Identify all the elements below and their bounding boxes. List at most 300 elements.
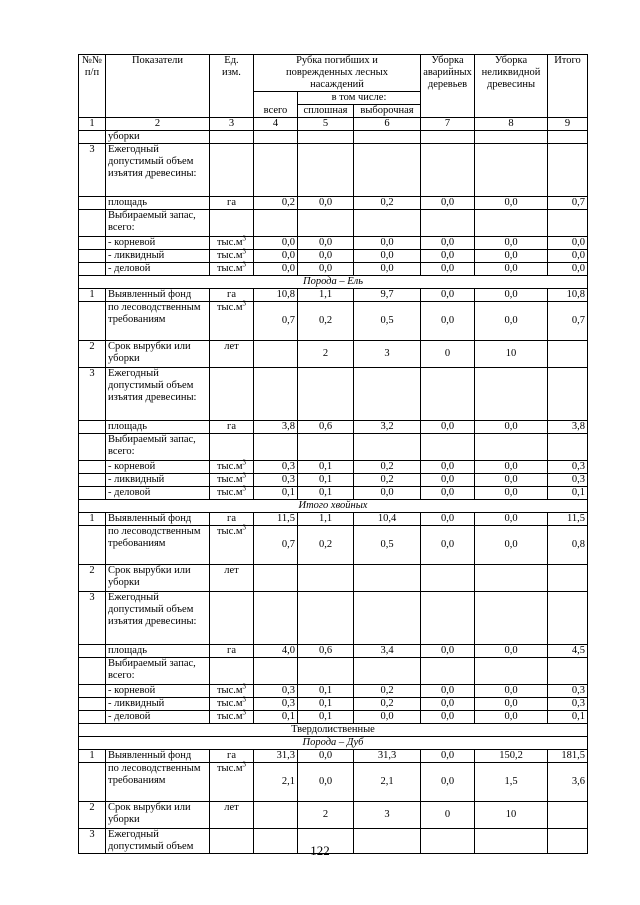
row-value: 0,3 [548, 461, 588, 474]
row-value: 0,0 [421, 263, 475, 276]
row-number [79, 421, 106, 434]
row-value [421, 434, 475, 461]
row-value: 0,1 [298, 711, 354, 724]
row-value [254, 144, 298, 197]
row-value [298, 144, 354, 197]
header-col-number: 1 [79, 118, 106, 131]
row-label: - корневой [106, 237, 210, 250]
unit-superscript: 3 [242, 458, 247, 467]
row-value: 0,0 [298, 750, 354, 763]
row-value [548, 144, 588, 197]
row-value: 0,0 [421, 685, 475, 698]
row-label: - ликвидный [106, 698, 210, 711]
row-value [354, 592, 421, 645]
row-number [79, 197, 106, 210]
header-col-number: 5 [298, 118, 354, 131]
header-illiquid: Уборка неликвидной древесины [475, 55, 548, 118]
header-num: №№ п/п [79, 55, 106, 118]
row-value: 0,5 [354, 302, 421, 341]
table-row [79, 513, 588, 526]
row-value: 0,3 [548, 698, 588, 711]
row-unit [210, 658, 254, 685]
row-value [421, 565, 475, 592]
row-value: 0,0 [475, 711, 548, 724]
row-value [298, 368, 354, 421]
table-row [79, 526, 588, 565]
table-row [79, 341, 588, 368]
table-row [79, 250, 588, 263]
row-label: Ежегодный допустимый объем изъятия древесины: [106, 368, 210, 421]
header-col-number: 8 [475, 118, 548, 131]
row-unit [210, 299, 254, 341]
row-number [79, 434, 106, 461]
row-unit [210, 484, 254, 500]
unit-superscript: 3 [242, 523, 247, 532]
header-col-number: 2 [106, 118, 210, 131]
header-col-number: 4 [254, 118, 298, 131]
row-label: уборки [106, 131, 210, 144]
row-value: 0,0 [421, 487, 475, 500]
row-value: 0,7 [254, 526, 298, 565]
row-value: 0,0 [475, 698, 548, 711]
section-row [79, 737, 588, 750]
row-value: 11,5 [548, 513, 588, 526]
row-value: 0,3 [254, 698, 298, 711]
row-value: 0,6 [298, 421, 354, 434]
row-value: 4,0 [254, 645, 298, 658]
row-unit [210, 234, 254, 250]
row-unit [210, 592, 254, 645]
row-value: 0,0 [254, 237, 298, 250]
row-value: 0,0 [421, 461, 475, 474]
table-row [79, 263, 588, 276]
row-value [354, 144, 421, 197]
table-row [79, 302, 588, 341]
row-value: 9,7 [354, 289, 421, 302]
header-row [79, 55, 588, 92]
row-value [475, 592, 548, 645]
row-number: 2 [79, 341, 106, 368]
row-number: 3 [79, 829, 106, 854]
row-number: 3 [79, 144, 106, 197]
row-value [254, 131, 298, 144]
row-value [475, 434, 548, 461]
row-value: 0,0 [298, 237, 354, 250]
row-value [254, 368, 298, 421]
row-number [79, 763, 106, 802]
row-number [79, 237, 106, 250]
row-number [79, 645, 106, 658]
row-label: - деловой [106, 263, 210, 276]
row-value: 0,1 [254, 487, 298, 500]
row-value: 4,5 [548, 645, 588, 658]
row-value: 31,3 [354, 750, 421, 763]
row-value: 0,0 [475, 526, 548, 565]
row-value: 0,3 [254, 474, 298, 487]
row-number [79, 698, 106, 711]
row-value: 0,0 [421, 302, 475, 341]
row-value: 0,0 [421, 526, 475, 565]
row-value [254, 802, 298, 829]
row-value: 0,1 [298, 698, 354, 711]
unit-superscript: 3 [242, 247, 247, 256]
row-value [475, 368, 548, 421]
row-value: 10,8 [548, 289, 588, 302]
table-row [79, 645, 588, 658]
row-value: 0,0 [421, 237, 475, 250]
row-value [548, 592, 588, 645]
row-value: 0,0 [421, 645, 475, 658]
table-row [79, 750, 588, 763]
unit-text: тыс.м [216, 487, 243, 498]
table-row [79, 197, 588, 210]
row-value: 0,0 [475, 461, 548, 474]
row-value: 0,1 [298, 461, 354, 474]
row-label: Срок вырубки или уборки [106, 341, 210, 368]
unit-superscript: 3 [242, 260, 247, 269]
unit-text: тыс.м [216, 763, 243, 774]
row-unit: лет [210, 565, 254, 592]
document-table [78, 54, 588, 854]
row-value [421, 131, 475, 144]
row-value: 0,0 [475, 250, 548, 263]
row-label: Выявленный фонд [106, 750, 210, 763]
unit-text: тыс.м [216, 698, 243, 709]
row-value: 1,5 [475, 763, 548, 802]
row-value: 0,0 [354, 711, 421, 724]
table-row [79, 368, 588, 421]
row-value: 0,2 [298, 302, 354, 341]
row-value: 0,0 [475, 685, 548, 698]
row-value [298, 592, 354, 645]
row-value: 2,1 [354, 763, 421, 802]
row-value [475, 131, 548, 144]
row-value: 3 [354, 802, 421, 829]
row-unit [210, 247, 254, 263]
section-title: Твердолиственные [79, 724, 588, 737]
row-number [79, 711, 106, 724]
unit-text: тыс.м [216, 474, 243, 485]
row-value: 0,1 [298, 474, 354, 487]
row-value: 0,1 [298, 487, 354, 500]
row-label: по лесоводственным требованиям [106, 302, 210, 341]
row-value: 0,2 [298, 526, 354, 565]
table-row [79, 237, 588, 250]
row-value: 0,0 [354, 487, 421, 500]
row-value: 10,4 [354, 513, 421, 526]
unit-superscript: 3 [242, 484, 247, 493]
row-value [354, 131, 421, 144]
row-number [79, 250, 106, 263]
row-value [354, 368, 421, 421]
row-value: 3,6 [548, 763, 588, 802]
row-value: 3,4 [354, 645, 421, 658]
table-row [79, 763, 588, 802]
row-value: 0,0 [548, 263, 588, 276]
table-row [79, 698, 588, 711]
unit-superscript: 3 [242, 695, 247, 704]
row-value: 0,0 [421, 250, 475, 263]
row-value: 0,2 [254, 197, 298, 210]
header-group: Рубка погибших и поврежденных лесных насаждений [254, 55, 421, 92]
unit-superscript: 3 [242, 708, 247, 717]
row-value [254, 592, 298, 645]
row-value: 181,5 [548, 750, 588, 763]
header-col-number: 3 [210, 118, 254, 131]
header-numbers-row [79, 118, 588, 131]
unit-superscript: 3 [242, 760, 247, 769]
row-value [254, 658, 298, 685]
row-value: 0,0 [354, 263, 421, 276]
row-value [354, 210, 421, 237]
row-number: 1 [79, 289, 106, 302]
row-value: 0,0 [298, 250, 354, 263]
row-value [475, 658, 548, 685]
unit-text: тыс.м [216, 685, 243, 696]
row-value [254, 210, 298, 237]
section-row [79, 500, 588, 513]
row-unit: га [210, 645, 254, 658]
row-value: 0,0 [254, 250, 298, 263]
row-value: 3 [354, 341, 421, 368]
row-value [354, 658, 421, 685]
row-label: Ежегодный допустимый объем [106, 829, 210, 854]
unit-text: тыс.м [216, 526, 243, 537]
header-total: Итого [548, 55, 588, 118]
row-value: 0,6 [298, 645, 354, 658]
row-value: 0,2 [354, 461, 421, 474]
header-all: всего [254, 92, 298, 118]
row-number [79, 487, 106, 500]
row-label: Выявленный фонд [106, 289, 210, 302]
row-value [298, 658, 354, 685]
row-value: 0,2 [354, 197, 421, 210]
row-label: Ежегодный допустимый объем изъятия древесины: [106, 144, 210, 197]
row-label: - ликвидный [106, 250, 210, 263]
row-label: Срок вырубки или уборки [106, 565, 210, 592]
row-unit [210, 708, 254, 724]
row-value [298, 565, 354, 592]
table-row [79, 210, 588, 237]
row-label: по лесоводственным требованиям [106, 763, 210, 802]
unit-text: тыс.м [216, 250, 243, 261]
row-value: 2 [298, 341, 354, 368]
row-value: 0,0 [475, 289, 548, 302]
row-unit: га [210, 289, 254, 302]
row-value: 0,0 [548, 237, 588, 250]
row-label: - ликвидный [106, 474, 210, 487]
row-unit [210, 368, 254, 421]
row-label: Выявленный фонд [106, 513, 210, 526]
row-value [421, 368, 475, 421]
row-unit: га [210, 197, 254, 210]
table-row [79, 434, 588, 461]
unit-superscript: 3 [242, 299, 247, 308]
row-value [298, 131, 354, 144]
row-value: 0,0 [298, 197, 354, 210]
row-value: 10 [475, 802, 548, 829]
header-indicators: Показатели [106, 55, 210, 118]
section-title: Итого хвойных [79, 500, 588, 513]
row-label: - корневой [106, 461, 210, 474]
unit-text: тыс.м [216, 263, 243, 274]
row-value: 0,0 [475, 513, 548, 526]
row-value [548, 210, 588, 237]
row-value: 0,0 [254, 263, 298, 276]
row-value [548, 341, 588, 368]
row-number: 3 [79, 368, 106, 421]
row-number [79, 685, 106, 698]
row-value: 0,0 [421, 289, 475, 302]
row-value: 150,2 [475, 750, 548, 763]
row-value: 0,0 [421, 698, 475, 711]
table-row [79, 421, 588, 434]
table-row [79, 487, 588, 500]
row-value: 0,0 [421, 197, 475, 210]
row-value: 0,0 [421, 421, 475, 434]
row-value [548, 368, 588, 421]
table-row [79, 658, 588, 685]
row-value: 0 [421, 802, 475, 829]
row-unit: лет [210, 341, 254, 368]
row-value [254, 341, 298, 368]
row-value: 0,1 [548, 487, 588, 500]
row-unit [210, 471, 254, 487]
row-label: - деловой [106, 487, 210, 500]
row-number: 1 [79, 750, 106, 763]
unit-superscript: 3 [242, 234, 247, 243]
row-unit [210, 523, 254, 565]
row-unit [210, 260, 254, 276]
unit-superscript: 3 [242, 682, 247, 691]
row-value [475, 210, 548, 237]
row-label: площадь [106, 421, 210, 434]
header-col-number: 7 [421, 118, 475, 131]
row-value: 0,0 [475, 645, 548, 658]
row-value: 31,3 [254, 750, 298, 763]
row-unit [210, 458, 254, 474]
row-unit: га [210, 421, 254, 434]
row-label: Выбираемый запас, всего: [106, 434, 210, 461]
row-value: 0,8 [548, 526, 588, 565]
row-value: 1,1 [298, 513, 354, 526]
row-value: 0,3 [254, 461, 298, 474]
row-label: по лесоводственным требованиям [106, 526, 210, 565]
row-value: 0,7 [548, 197, 588, 210]
row-value: 0,1 [298, 685, 354, 698]
row-value [354, 434, 421, 461]
row-value: 0,0 [475, 263, 548, 276]
row-value: 1,1 [298, 289, 354, 302]
row-value: 2,1 [254, 763, 298, 802]
row-value [354, 565, 421, 592]
row-value: 0,0 [548, 250, 588, 263]
row-value: 0,2 [354, 474, 421, 487]
row-value [298, 434, 354, 461]
row-value: 0,0 [421, 750, 475, 763]
row-value [421, 658, 475, 685]
row-value: 0,5 [354, 526, 421, 565]
row-number [79, 302, 106, 341]
unit-text: тыс.м [216, 237, 243, 248]
row-value: 0,0 [421, 711, 475, 724]
row-value: 0,0 [421, 474, 475, 487]
row-value [548, 802, 588, 829]
row-value: 0,2 [354, 685, 421, 698]
row-unit [210, 144, 254, 197]
row-value: 0,0 [421, 763, 475, 802]
row-value [548, 565, 588, 592]
unit-text: тыс.м [216, 711, 243, 722]
row-unit [210, 434, 254, 461]
row-value [421, 210, 475, 237]
row-unit [210, 210, 254, 237]
table-row [79, 144, 588, 197]
row-value: 0,2 [354, 698, 421, 711]
row-number: 3 [79, 592, 106, 645]
row-value: 10 [475, 341, 548, 368]
section-title: Порода – Дуб [79, 737, 588, 750]
table-row [79, 474, 588, 487]
row-value: 0,0 [475, 197, 548, 210]
table-row [79, 565, 588, 592]
unit-superscript: 3 [242, 471, 247, 480]
row-label: площадь [106, 645, 210, 658]
row-number [79, 131, 106, 144]
row-number: 2 [79, 565, 106, 592]
row-number [79, 474, 106, 487]
header-col-number: 6 [354, 118, 421, 131]
row-value: 0,0 [298, 763, 354, 802]
row-label: Выбираемый запас, всего: [106, 210, 210, 237]
row-label: - деловой [106, 711, 210, 724]
row-value: 3,2 [354, 421, 421, 434]
row-value: 0,0 [475, 474, 548, 487]
row-value: 3,8 [254, 421, 298, 434]
row-value: 0 [421, 341, 475, 368]
row-unit [210, 760, 254, 802]
row-number [79, 210, 106, 237]
section-title: Порода – Ель [79, 276, 588, 289]
row-value: 0,0 [475, 302, 548, 341]
row-value: 3,8 [548, 421, 588, 434]
row-value: 10,8 [254, 289, 298, 302]
row-value: 0,3 [548, 685, 588, 698]
row-value: 0,3 [548, 474, 588, 487]
row-value [475, 144, 548, 197]
row-number [79, 263, 106, 276]
row-label: Выбираемый запас, всего: [106, 658, 210, 685]
header-col-number: 9 [548, 118, 588, 131]
row-unit: га [210, 513, 254, 526]
row-label: площадь [106, 197, 210, 210]
header-unit: Ед. изм. [210, 55, 254, 118]
row-value: 0,1 [548, 711, 588, 724]
row-unit: га [210, 750, 254, 763]
row-unit [210, 131, 254, 144]
row-value [548, 434, 588, 461]
section-row [79, 724, 588, 737]
unit-text: тыс.м [216, 302, 243, 313]
row-value: 0,7 [254, 302, 298, 341]
row-value: 0,0 [475, 487, 548, 500]
table-row [79, 802, 588, 829]
row-value: 2 [298, 802, 354, 829]
row-label: Срок вырубки или уборки [106, 802, 210, 829]
section-row [79, 276, 588, 289]
row-value [254, 565, 298, 592]
row-value: 11,5 [254, 513, 298, 526]
